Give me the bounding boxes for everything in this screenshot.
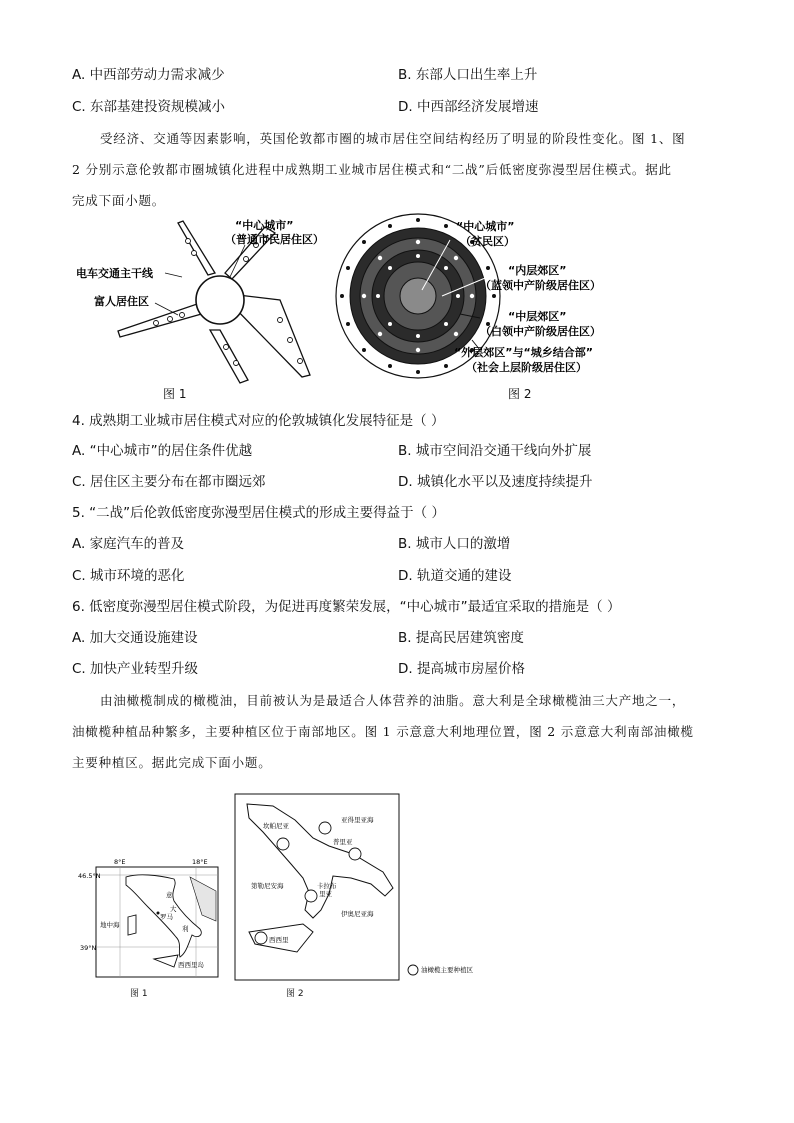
q6-option-a: A. 加大交通设施建设 [72,630,198,646]
q5-stem: 5. “二战”后伦敦低密度弥漫型居住模式的形成主要得益于（ ） [72,505,445,521]
q6-option-d: D. 提高城市房屋价格 [398,661,525,677]
figure-b-caption: 图 2 [508,387,532,401]
ring-inner-2: （蓝领中产阶级居住区） [480,279,601,292]
map2-caption: 图 2 [286,989,304,999]
passage2-line2: 油橄榄种植品种繁多，主要种植区位于南部地区。图 1 示意意大利地理位置，图 2 示意意大利南部油橄榄 [72,724,694,739]
label-sicily-2: 西西里 [269,936,289,944]
label-tyrrhenian: 第勒尼安海 [251,882,284,890]
lon-right: 18°E [192,858,208,866]
passage1-line3: 完成下面小题。 [72,193,166,208]
map1-caption: 图 1 [130,989,148,999]
ring-center-1: “中心城市” [456,220,515,233]
lat-top: 46.5°N [78,872,101,880]
olive-area-sicily [255,932,267,944]
arm-south [210,330,248,383]
arm-west [118,303,205,337]
tram-label: 电车交通主干线 [76,267,153,280]
ring-center-2: （贫民区） [460,235,515,248]
q5-option-d: D. 轨道交通的建设 [398,568,512,584]
olive-area-puglia [349,848,361,860]
passage2-line1: 由油橄榄制成的橄榄油，目前被认为是最适合人体营养的油脂。意大利是全球橄榄油三大产地之一， [100,693,686,708]
ring-middle-1: “中层郊区” [508,310,567,323]
q3-option-a: A. 中西部劳动力需求减少 [72,67,225,83]
q6-option-b: B. 提高民居建筑密度 [398,630,524,646]
q4-option-d: D. 城镇化水平以及速度持续提升 [398,474,593,490]
q3-option-d: D. 中西部经济发展增速 [398,99,539,115]
passage1-line1: 受经济、交通等因素影响，英国伦敦都市圈的城市居住空间结构经历了明显的阶段性变化。图 1、图 [100,131,686,146]
map-italy-location [78,855,226,983]
lat-bottom: 39°N [80,944,97,952]
arm-north-west [178,221,215,275]
label-sicily: 西西里岛 [178,961,204,969]
ring-middle-2: （白领中产阶级居住区） [480,325,601,338]
legend-olive-icon [408,965,418,975]
central-city [196,276,244,324]
label-sea: 地中海 [100,921,120,929]
label-ionian: 伊奥尼亚海 [341,910,374,918]
figure-concentric-city [330,210,630,385]
map-south-italy [233,792,503,982]
passage2-line3: 主要种植区。据此完成下面小题。 [72,755,272,770]
olive-area-puglia-north [319,822,331,834]
q5-option-a: A. 家庭汽车的普及 [72,536,185,552]
label-campania: 坎帕尼亚 [263,822,289,830]
q4-option-c: C. 居住区主要分布在都市圈远郊 [72,474,266,490]
q3-option-c: C. 东部基建投资规模减小 [72,99,226,115]
q5-option-c: C. 城市环境的恶化 [72,568,185,584]
rich-label: 富人居住区 [94,295,149,308]
q4-option-b: B. 城市空间沿交通干线向外扩展 [398,443,592,459]
label-li: 利 [182,925,189,933]
q4-stem: 4. 成熟期工业城市居住模式对应的伦敦城镇化发展特征是（ ） [72,413,445,429]
label-da: 大 [170,905,177,913]
q4-option-a: A. “中心城市”的居住条件优越 [72,443,253,459]
olive-area-calabria [305,890,317,902]
figure-star-city [70,215,330,385]
center-label-1: “中心城市” [235,219,294,232]
label-calabria-2: 里亚 [319,890,332,898]
passage1-line2: 2 分别示意伦敦都市圈城镇化进程中成熟期工业城市居住模式和“二战”后低密度弥漫型居住模式。据此 [72,162,672,177]
q3-option-b: B. 东部人口出生率上升 [398,67,538,83]
label-rome: 罗马 [160,913,173,921]
q6-stem: 6. 低密度弥漫型居住模式阶段，为促进再度繁荣发展，“中心城市”最适宜采取的措施是（ ） [72,599,621,615]
olive-area-campania [277,838,289,850]
center-label-2: （普通市民居住区） [225,233,324,246]
lon-left: 8°E [114,858,126,866]
label-adriatic: 亚得里亚海 [341,816,374,824]
ring-outer-1: “外层郊区”与“城乡结合部” [454,346,593,359]
figure-a-caption: 图 1 [163,387,187,401]
q6-option-c: C. 加快产业转型升级 [72,661,199,677]
ring-inner-1: “内层郊区” [508,264,567,277]
legend-olive-label: 油橄榄主要种植区 [421,966,473,974]
sardinia-outline [128,915,136,935]
label-yi: 意 [166,891,173,899]
label-puglia: 普里亚 [333,838,353,846]
label-calabria-1: 卡拉布 [317,882,337,890]
ring-outer-2: （社会上层阶级居住区） [466,361,587,374]
q5-option-b: B. 城市人口的激增 [398,536,511,552]
